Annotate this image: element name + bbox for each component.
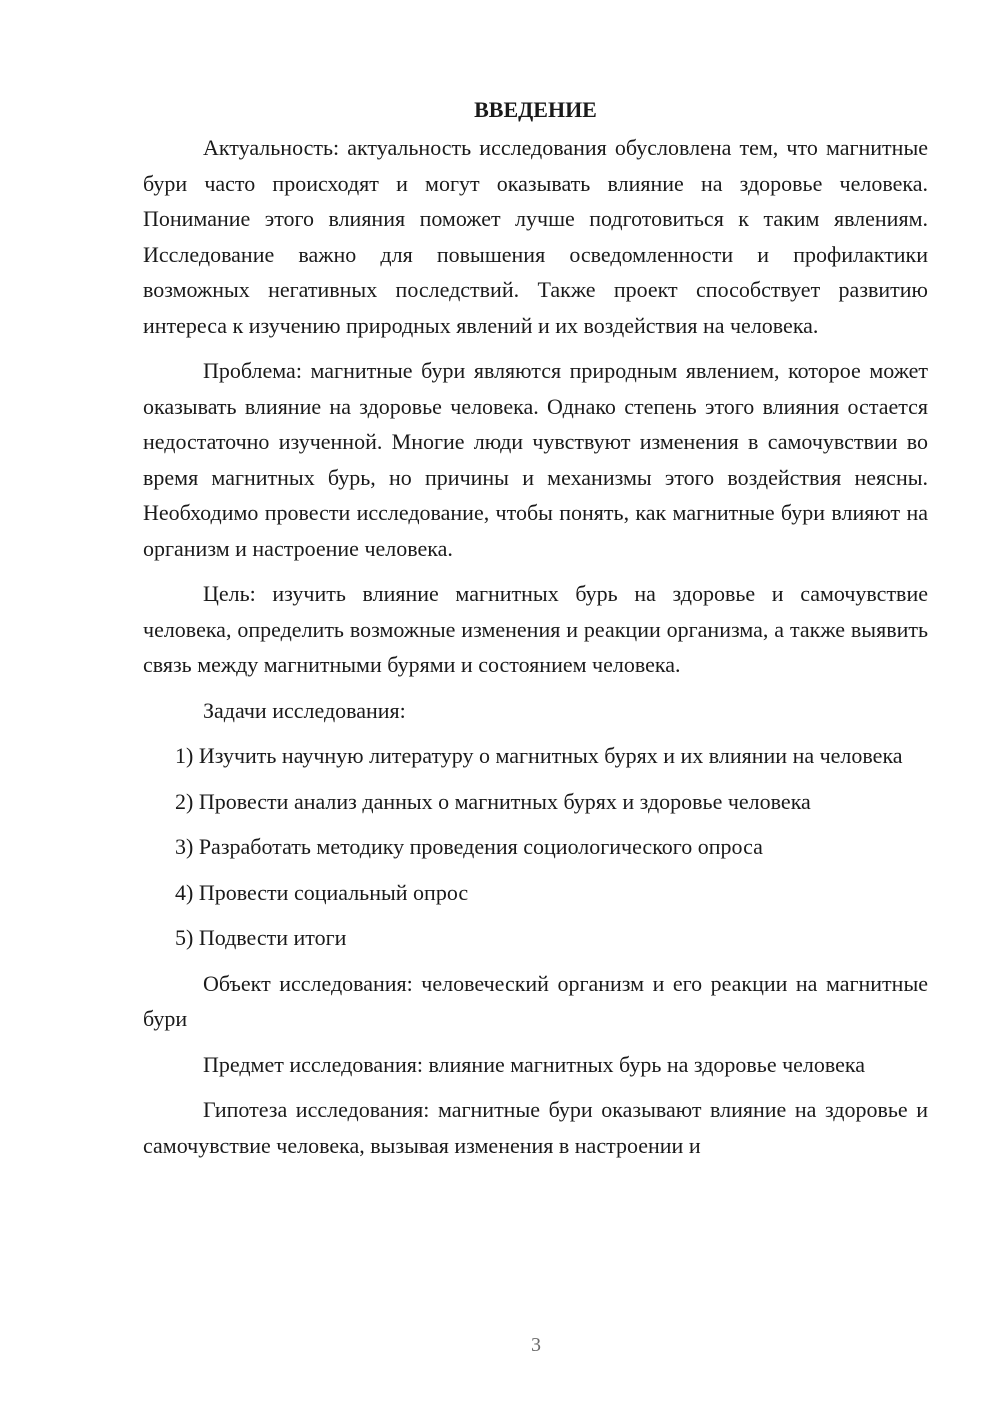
goal-paragraph: Цель: изучить влияние магнитных бурь на здоровье и самочувствие человека, определить возможные изменения и реакции организма, а также выявить связь между магнитными бурями и состоянием человека. [143, 581, 928, 677]
section-heading: ВВЕДЕНИЕ [474, 97, 597, 122]
document-body [143, 92, 928, 1173]
tasks-title: Задачи исследования: [203, 697, 406, 723]
task-item: 1) Изучить научную литературу о магнитных бурях и их влиянии на человека [175, 743, 903, 768]
subject-paragraph: Предмет исследования: влияние магнитных бурь на здоровье человека [203, 1051, 866, 1077]
hypothesis-paragraph: Гипотеза исследования: магнитные бури оказывают влияние на здоровье и самочувствие человека, вызывая изменения в настроении и [143, 1097, 928, 1158]
task-item: 3) Разработать методику проведения социологического опроса [175, 834, 763, 859]
object-paragraph: Объект исследования: человеческий организм и его реакции на магнитные бури [143, 970, 928, 1031]
task-item: 4) Провести социальный опрос [175, 879, 469, 905]
page-number: 3 [531, 1334, 541, 1356]
problem-paragraph: Проблема: магнитные бури являются природным явлением, которое может оказывать влияние на здоровье человека. Однако степень этого влияния остается недостаточно изученной. Многие люди чувствуют изменения в самочувствии во время магнитных бурь, но причины и механизмы этого воздействия неясны. Необходимо провести исследование, чтобы понять, как магнитные бури влияют на организм и настроение человека. [143, 358, 928, 561]
task-item: 2) Провести анализ данных о магнитных бурях и здоровье человека [175, 788, 811, 814]
relevance-paragraph: Актуальность: актуальность исследования обусловлена тем, что магнитные бури часто происходят и могут оказывать влияние на здоровье человека. Понимание этого влияния поможет лучше подготовиться к таким явлениям. Исследование важно для повышения осведомленности и профилактики возможных негативных последствий. Также проект способствует развитию интереса к изучению природных явлений и их воздействия на человека. [143, 135, 928, 338]
task-item: 5) Подвести итоги [175, 925, 347, 950]
tasks-list [143, 738, 928, 956]
